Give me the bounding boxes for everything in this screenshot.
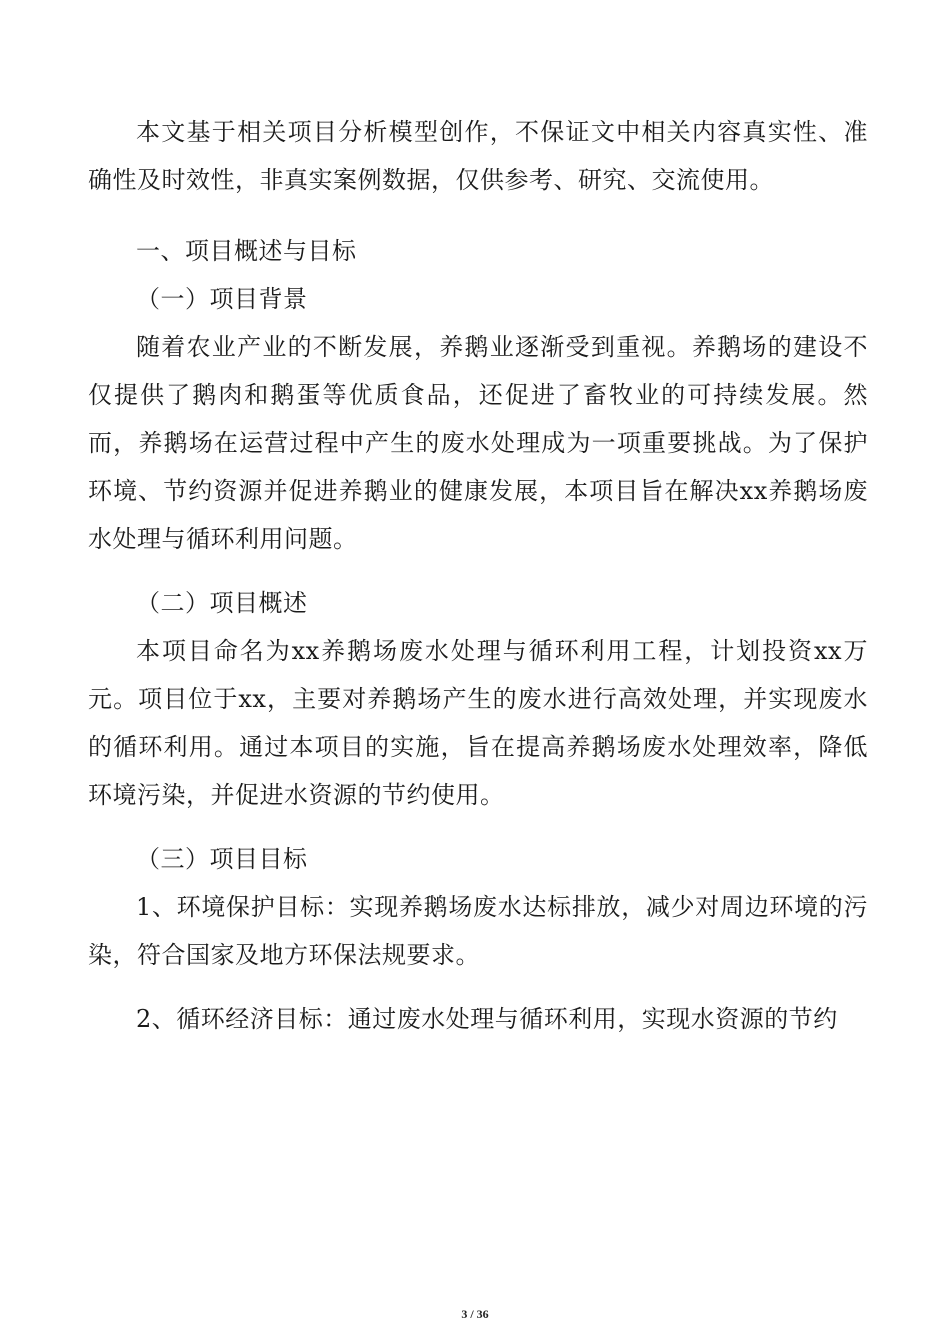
goals-heading: （三）项目目标 xyxy=(136,845,308,873)
page-content xyxy=(88,108,868,1043)
disclaimer-paragraph: 本文基于相关项目分析模型创作，不保证文中相关内容真实性、准确性及时效性，非真实案例数据，仅供参考、研究、交流使用。 xyxy=(88,118,868,194)
overview-paragraph: 本项目命名为xx养鹅场废水处理与循环利用工程，计划投资xx万元。项目位于xx，主要对养鹅场产生的废水进行高效处理，并实现废水的循环利用。通过本项目的实施，旨在提高养鹅场废水处理效率，降低环境污染，并促进水资源的节约使用。 xyxy=(88,637,868,809)
overview-heading: （二）项目概述 xyxy=(136,589,308,617)
section-title: 一、项目概述与目标 xyxy=(136,237,357,265)
goal-item-2: 2、循环经济目标：通过废水处理与循环利用，实现水资源的节约 xyxy=(136,1005,838,1033)
background-paragraph: 随着农业产业的不断发展，养鹅业逐渐受到重视。养鹅场的建设不仅提供了鹅肉和鹅蛋等优质食品，还促进了畜牧业的可持续发展。然而，养鹅场在运营过程中产生的废水处理成为一项重要挑战。为了保护环境、节约资源并促进养鹅业的健康发展，本项目旨在解决xx养鹅场废水处理与循环利用问题。 xyxy=(88,333,868,553)
page-number: 3 / 36 xyxy=(461,1307,489,1321)
background-heading: （一）项目背景 xyxy=(136,285,308,313)
goal-item-1: 1、环境保护目标：实现养鹅场废水达标排放，减少对周边环境的污染，符合国家及地方环保法规要求。 xyxy=(88,893,868,969)
